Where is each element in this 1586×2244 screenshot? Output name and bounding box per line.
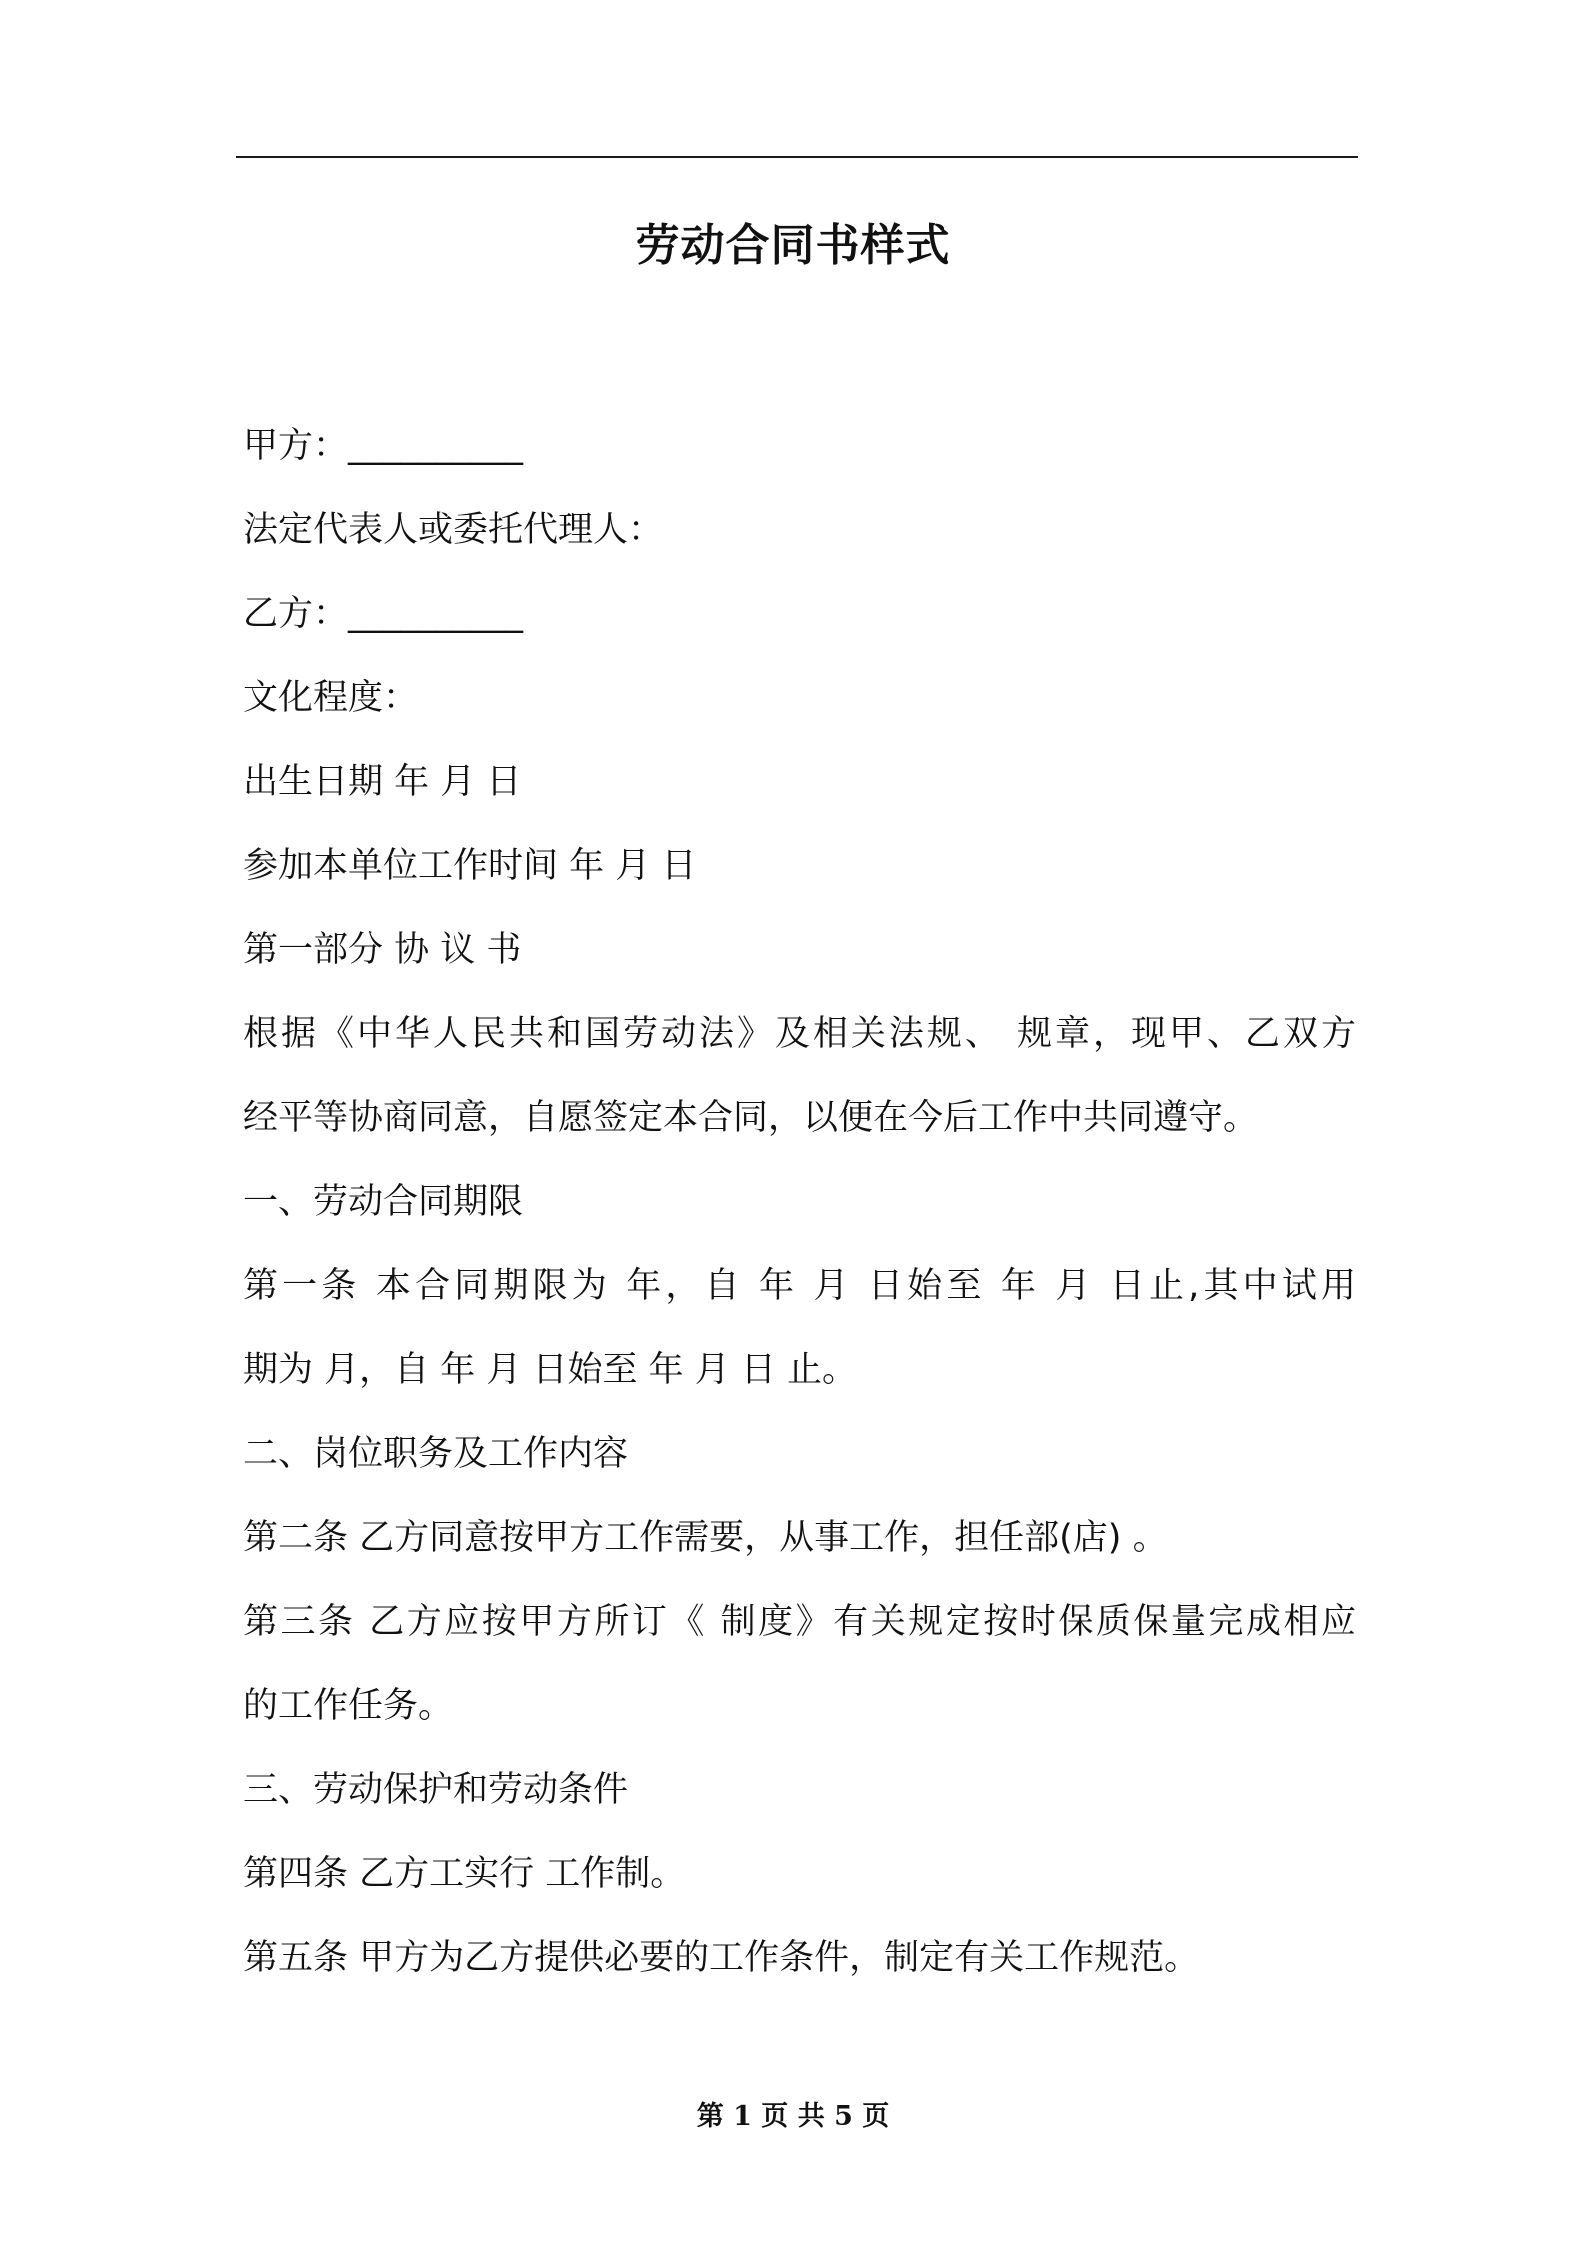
document-body (243, 404, 1356, 2000)
join-date-line: 参加本单位工作时间 年 月 日 (243, 846, 697, 886)
legal-representative-line: 法定代表人或委托代理人： (243, 510, 664, 550)
birth-date-line: 出生日期 年 月 日 (243, 762, 522, 802)
section-two-heading: 二、岗位职务及工作内容 (243, 1434, 629, 1474)
article-four-line: 第四条 乙方工实行 工作制。 (243, 1854, 686, 1894)
preamble-line-1: 根据《中华人民共和国劳动法》及相关法规、 规章，现甲、乙双方 (243, 1014, 1356, 1054)
article-three-line-2: 的工作任务。 (243, 1686, 454, 1726)
preamble-line-2: 经平等协商同意，自愿签定本合同，以便在今后工作中共同遵守。 (243, 1098, 1259, 1138)
header-divider (236, 156, 1358, 158)
party-b-line: 乙方：__________ (243, 594, 524, 634)
page-number-footer: 第 1 页 共 5 页 (696, 2101, 890, 2132)
section-three-heading: 三、劳动保护和劳动条件 (243, 1770, 629, 1810)
document-title: 劳动合同书样式 (635, 220, 951, 271)
article-one-line-1: 第一条 本合同期限为 年，自 年 月 日始至 年 月 日止,其中试用 (243, 1266, 1356, 1306)
article-two-line: 第二条 乙方同意按甲方工作需要，从事工作，担任部(店) 。 (243, 1518, 1168, 1558)
article-five-line: 第五条 甲方为乙方提供必要的工作条件，制定有关工作规范。 (243, 1938, 1200, 1978)
section-one-heading: 一、劳动合同期限 (243, 1182, 524, 1222)
party-a-line: 甲方：__________ (243, 426, 524, 466)
article-one-line-2: 期为 月，自 年 月 日始至 年 月 日 止。 (243, 1350, 858, 1390)
article-three-line-1: 第三条 乙方应按甲方所订《 制度》有关规定按时保质保量完成相应 (243, 1602, 1356, 1642)
part-one-heading: 第一部分 协 议 书 (243, 930, 522, 970)
education-line: 文化程度： (243, 678, 419, 718)
